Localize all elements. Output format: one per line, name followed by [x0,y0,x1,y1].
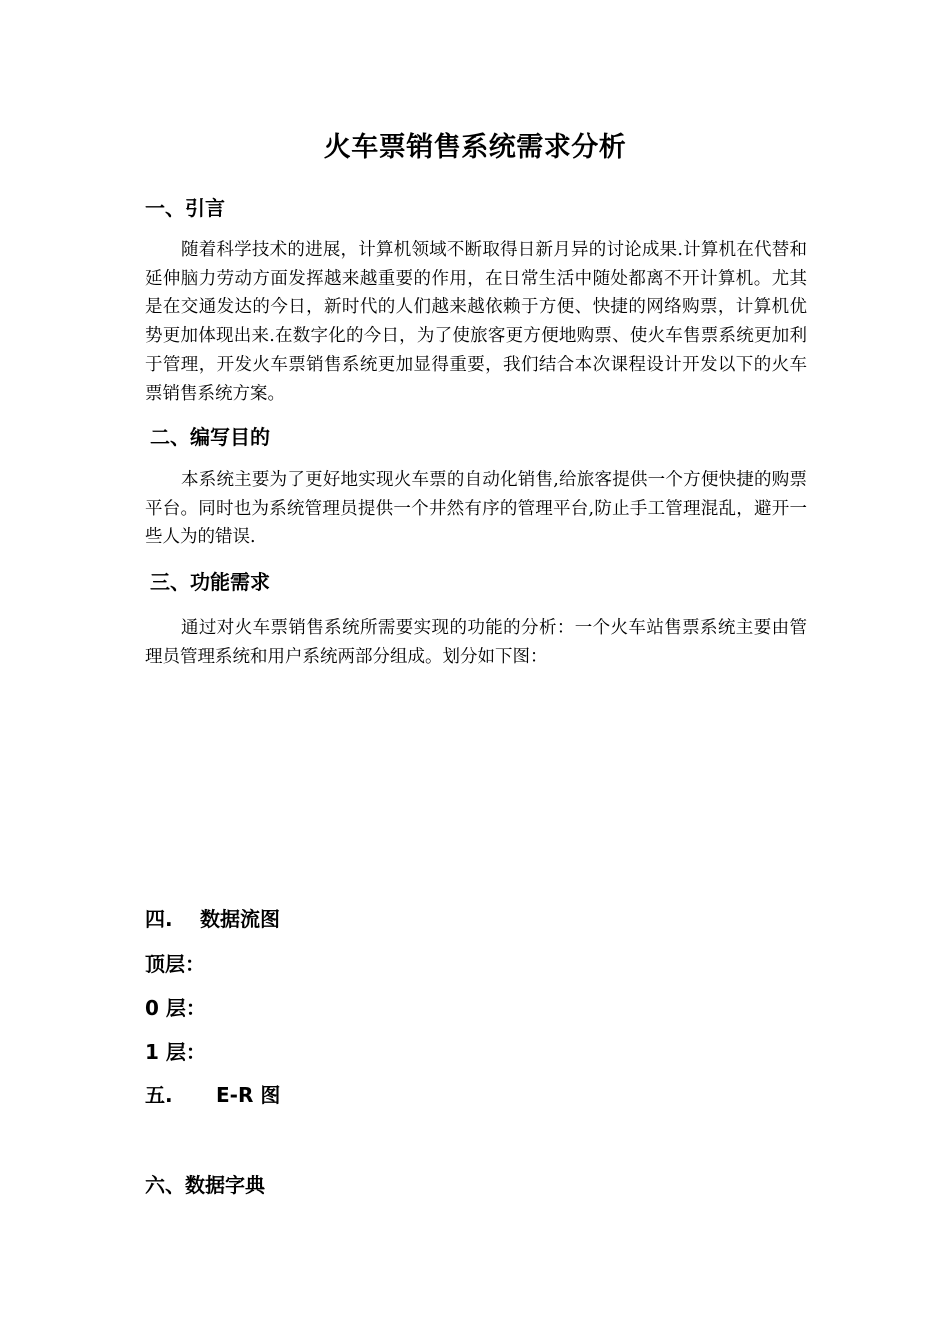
section-heading-dfd [145,904,280,934]
section-title: 数据流图 [200,907,280,931]
section-heading-functions: 三、功能需求 [150,570,270,594]
section-heading-purpose: 二、编写目的 [150,425,270,449]
section-number: 五. [145,1083,173,1107]
section-body-functions: 通过对火车票销售系统所需要实现的功能的分析：一个火车站售票系统主要由管理员管理系统和用户系统两部分组成。划分如下图： [145,618,807,667]
section-number: 四. [145,907,173,931]
section-heading-intro: 一、引言 [145,196,225,220]
dfd-top-level-label: 顶层： [145,952,205,976]
page-title: 火车票销售系统需求分析 [323,132,627,163]
figure-placeholder [145,680,807,890]
dfd-level1-label: 1 层： [145,1040,206,1064]
section-body-intro: 随着科学技术的进展，计算机领域不断取得日新月异的讨论成果.计算机在代替和延伸脑力劳动方面发挥越来越重要的作用，在日常生活中随处都离不开计算机。尤其是在交通发达的今日，新时代的人们越来越依赖于方便、快捷的网络购票，计算机优势更加体现出来.在数字化的今日，为了使旅客更方便地购票、使火车售票系统更加利于管理，开发火车票销售系统更加显得重要，我们结合本次课程设计开发以下的火车票销售系统方案。 [145,240,807,404]
dfd-level0-label: 0 层： [145,996,206,1020]
section-heading-er [145,1080,280,1110]
section-heading-dictionary: 六、数据字典 [145,1173,265,1197]
section-body-purpose: 本系统主要为了更好地实现火车票的自动化销售,给旅客提供一个方便快捷的购票平台。同时也为系统管理员提供一个井然有序的管理平台,防止手工管理混乱，避开一些人为的错误. [145,470,807,548]
section-title: E-R 图 [216,1083,281,1107]
